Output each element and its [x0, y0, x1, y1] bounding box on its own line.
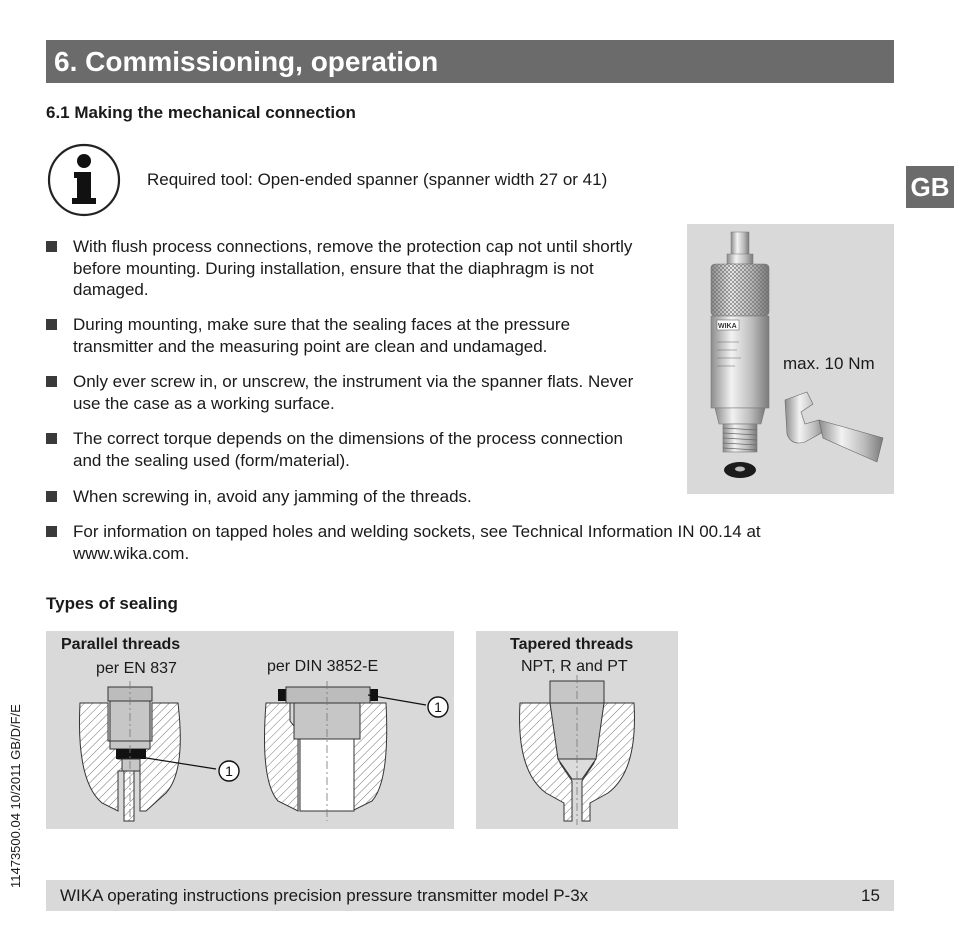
chapter-title: 6. Commissioning, operation	[54, 46, 439, 77]
bullet-square-icon	[46, 433, 57, 444]
list-item	[46, 521, 846, 564]
list-item-line: During mounting, make sure that the sealing faces at the pressure	[73, 315, 571, 334]
din3852-label: per DIN 3852-E	[267, 658, 379, 675]
list-item-line: and the sealing used (form/material).	[73, 450, 350, 470]
parallel-threads-heading: Parallel threads	[61, 636, 181, 653]
list-item	[46, 314, 570, 357]
list-item-line: www.wika.com.	[73, 543, 190, 563]
seal-callout-number: 1	[225, 763, 233, 779]
list-item	[46, 236, 632, 301]
bullet-square-icon	[46, 241, 57, 252]
npt-label: NPT, R and PT	[521, 658, 628, 675]
page-number: 15	[861, 886, 880, 905]
section-title: 6.1 Making the mechanical connection	[46, 103, 356, 122]
document-code: 11473500.04 10/2011 GB/D/F/E	[8, 704, 23, 888]
photo-brand-label: WIKA	[718, 323, 737, 330]
list-item	[46, 371, 633, 414]
language-tab[interactable]: GB	[906, 166, 954, 208]
tapered-threads-heading: Tapered threads	[510, 636, 634, 653]
bullet-square-icon	[46, 526, 57, 537]
list-item-line: With flush process connections, remove the protection cap not until shortly	[73, 237, 633, 256]
list-item-line: The correct torque depends on the dimensions of the process connection	[73, 429, 624, 448]
footer-text: WIKA operating instructions precision pressure transmitter model P-3x	[60, 886, 589, 905]
list-item-line: before mounting. During installation, ensure that the diaphragm is not	[73, 258, 594, 278]
torque-label: max. 10 Nm	[783, 354, 875, 373]
list-item-line: damaged.	[73, 280, 149, 299]
list-item-line: Only ever screw in, or unscrew, the instrument via the spanner flats. Never	[73, 372, 634, 391]
bullet-square-icon	[46, 491, 57, 502]
tapered-seal-drawing	[476, 631, 678, 829]
list-item-line: use the case as a working surface.	[73, 393, 335, 413]
info-icon	[46, 142, 122, 218]
sealing-types-title: Types of sealing	[46, 594, 178, 613]
en837-label: per EN 837	[96, 660, 177, 677]
seal-callout-number: 1	[434, 699, 442, 715]
en837-seal-drawing	[46, 631, 454, 829]
list-item	[46, 428, 623, 471]
list-item-line: transmitter and the measuring point are clean and undamaged.	[73, 336, 548, 356]
list-item	[46, 486, 472, 508]
list-item-line: When screwing in, avoid any jamming of the threads.	[73, 487, 472, 506]
bullet-square-icon	[46, 319, 57, 330]
list-item-line: For information on tapped holes and welding sockets, see Technical Information IN 00.14 at	[73, 522, 761, 541]
bullet-square-icon	[46, 376, 57, 387]
required-tool-note: Required tool: Open-ended spanner (spanner width 27 or 41)	[147, 170, 608, 189]
